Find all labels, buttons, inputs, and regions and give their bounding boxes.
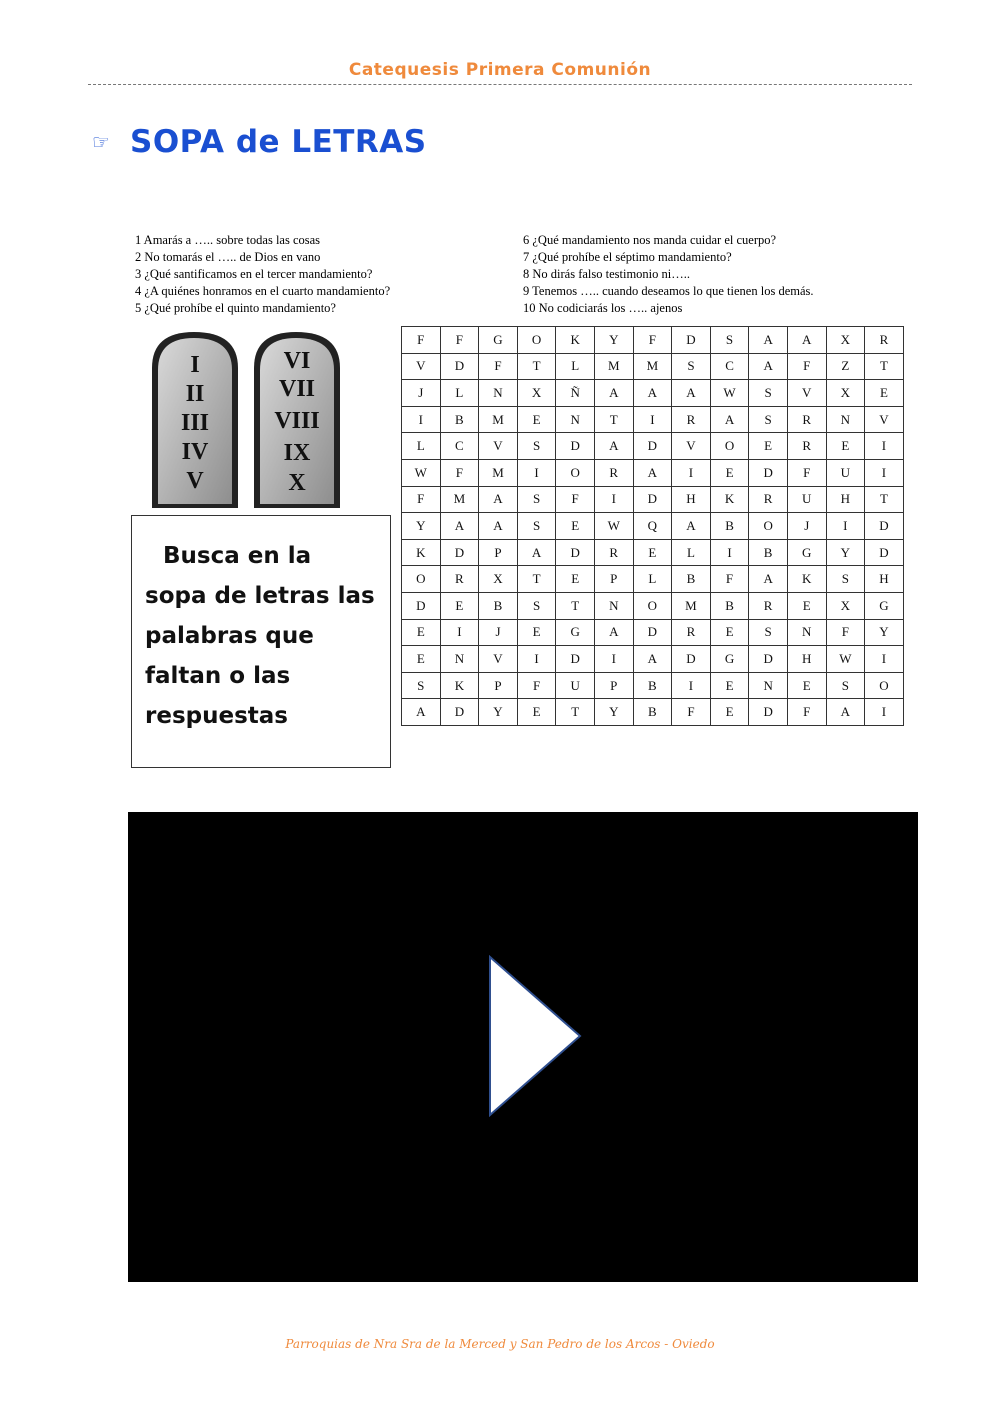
grid-cell[interactable]: D [402,592,441,619]
question-item: 9 Tenemos ….. cuando deseamos lo que tienen los demás. [523,284,814,298]
grid-row [402,327,904,354]
grid-cell[interactable]: B [633,699,672,726]
questions-left [135,232,390,317]
grid-cell[interactable]: E [710,672,749,699]
question-item: 4 ¿A quiénes honramos en el cuarto mandamiento? [135,284,391,298]
grid-cell[interactable]: A [672,380,711,407]
grid-cell[interactable]: V [865,406,904,433]
grid-cell[interactable]: D [749,459,788,486]
grid-cell[interactable]: F [633,327,672,354]
grid-row [402,619,904,646]
grid-cell[interactable]: M [594,353,633,380]
pointing-hand-icon: ☞ [92,130,110,154]
grid-row [402,406,904,433]
grid-cell[interactable]: A [402,699,441,726]
grid-cell[interactable]: N [826,406,865,433]
grid-cell[interactable]: T [865,353,904,380]
grid-cell[interactable]: E [710,699,749,726]
grid-cell[interactable]: Y [865,619,904,646]
grid-cell[interactable]: K [556,327,595,354]
grid-cell[interactable]: L [402,433,441,460]
instruction-text: Busca en la sopa de letras las palabras que faltan o las respuestas [145,543,375,729]
grid-cell[interactable]: X [826,327,865,354]
grid-cell[interactable]: E [440,592,479,619]
grid-cell[interactable]: A [517,539,556,566]
grid-cell[interactable]: A [594,380,633,407]
grid-cell[interactable]: B [479,592,518,619]
grid-cell[interactable]: A [749,566,788,593]
grid-cell[interactable]: D [749,699,788,726]
grid-cell[interactable]: A [826,699,865,726]
section-heading [92,124,427,160]
grid-cell[interactable]: W [402,459,441,486]
grid-cell[interactable]: E [517,699,556,726]
grid-cell[interactable]: O [517,327,556,354]
grid-cell[interactable]: O [865,672,904,699]
grid-cell[interactable]: I [440,619,479,646]
grid-cell[interactable]: F [402,327,441,354]
grid-cell[interactable]: O [633,592,672,619]
grid-cell[interactable]: I [517,646,556,673]
grid-cell[interactable]: L [672,539,711,566]
grid-cell[interactable]: G [710,646,749,673]
grid-cell[interactable]: I [402,406,441,433]
grid-cell[interactable]: E [556,566,595,593]
grid-cell[interactable]: Y [594,327,633,354]
grid-cell[interactable]: R [749,486,788,513]
grid-cell[interactable]: G [556,619,595,646]
grid-cell[interactable]: D [556,433,595,460]
grid-cell[interactable]: Y [826,539,865,566]
grid-cell[interactable]: E [633,539,672,566]
grid-cell[interactable]: B [710,513,749,540]
grid-row [402,566,904,593]
tablet-numeral: II [185,381,205,407]
grid-cell[interactable]: E [517,619,556,646]
commandment-tablets-icon [146,328,352,512]
grid-cell[interactable]: I [710,539,749,566]
grid-cell[interactable]: C [710,353,749,380]
tablet-numeral: I [190,352,200,378]
grid-cell[interactable]: U [556,672,595,699]
grid-cell[interactable]: D [633,433,672,460]
grid-cell[interactable]: H [787,646,826,673]
grid-cell[interactable]: J [787,513,826,540]
grid-cell[interactable]: B [440,406,479,433]
question-item: 6 ¿Qué mandamiento nos manda cuidar el cuerpo? [523,233,777,247]
grid-cell[interactable]: A [633,646,672,673]
grid-row [402,433,904,460]
grid-cell[interactable]: N [440,646,479,673]
grid-cell[interactable]: E [402,646,441,673]
tablet-numeral: VI [283,348,311,374]
grid-cell[interactable]: A [594,433,633,460]
grid-row [402,353,904,380]
grid-cell[interactable]: I [594,646,633,673]
grid-cell[interactable]: S [517,592,556,619]
grid-cell[interactable]: I [594,486,633,513]
grid-cell[interactable]: D [865,539,904,566]
grid-cell[interactable]: J [402,380,441,407]
grid-cell[interactable]: A [594,619,633,646]
tablet-numeral: VIII [274,408,320,434]
grid-cell[interactable]: U [787,486,826,513]
grid-row [402,592,904,619]
grid-cell[interactable]: S [749,380,788,407]
play-icon[interactable] [488,955,584,1117]
grid-cell[interactable]: T [517,353,556,380]
grid-cell[interactable]: P [479,672,518,699]
grid-cell[interactable]: I [865,459,904,486]
grid-cell[interactable]: O [749,513,788,540]
tablet-numeral: VII [278,376,316,402]
grid-cell[interactable]: F [787,353,826,380]
grid-cell[interactable]: S [672,353,711,380]
grid-row [402,486,904,513]
grid-row [402,699,904,726]
grid-cell[interactable]: Q [633,513,672,540]
grid-cell[interactable]: D [440,539,479,566]
grid-cell[interactable]: Y [479,699,518,726]
grid-cell[interactable]: N [556,406,595,433]
grid-cell[interactable]: W [710,380,749,407]
grid-row [402,539,904,566]
grid-cell[interactable]: S [517,433,556,460]
grid-cell[interactable]: J [479,619,518,646]
grid-cell[interactable]: E [787,672,826,699]
grid-cell[interactable]: X [517,380,556,407]
grid-cell[interactable]: D [672,646,711,673]
grid-cell[interactable]: D [440,353,479,380]
grid-cell[interactable]: F [787,699,826,726]
grid-cell[interactable]: T [517,566,556,593]
grid-cell[interactable]: R [749,592,788,619]
grid-cell[interactable]: R [787,433,826,460]
grid-cell[interactable]: A [787,327,826,354]
grid-cell[interactable]: M [633,353,672,380]
grid-cell[interactable]: D [440,699,479,726]
grid-cell[interactable]: F [440,327,479,354]
grid-cell[interactable]: W [594,513,633,540]
grid-cell[interactable]: M [479,406,518,433]
grid-cell[interactable]: D [865,513,904,540]
grid-cell[interactable]: I [672,459,711,486]
grid-cell[interactable]: F [826,619,865,646]
grid-cell[interactable]: R [672,406,711,433]
grid-cell[interactable]: V [479,646,518,673]
tablet-numeral: III [180,410,210,436]
grid-row [402,459,904,486]
grid-cell[interactable]: F [440,459,479,486]
grid-cell[interactable]: S [749,406,788,433]
section-title: SOPA de LETRAS [130,124,427,160]
grid-cell[interactable]: A [633,380,672,407]
grid-cell[interactable]: E [826,433,865,460]
grid-cell[interactable]: R [594,459,633,486]
grid-cell[interactable]: F [710,566,749,593]
grid-cell[interactable]: N [787,619,826,646]
grid-cell[interactable]: M [479,459,518,486]
grid-row [402,646,904,673]
grid-cell[interactable]: S [710,327,749,354]
grid-cell[interactable]: L [556,353,595,380]
grid-cell[interactable]: K [710,486,749,513]
grid-cell[interactable]: F [672,699,711,726]
question-item: 1 Amarás a ….. sobre todas las cosas [135,233,321,247]
grid-cell[interactable]: S [826,566,865,593]
grid-cell[interactable]: D [556,539,595,566]
word-search-grid [401,326,904,726]
grid-cell[interactable]: E [710,459,749,486]
grid-cell[interactable]: F [517,672,556,699]
grid-cell[interactable]: B [749,539,788,566]
grid-cell[interactable]: D [672,327,711,354]
grid-cell[interactable]: H [672,486,711,513]
tablet-numeral: IX [283,440,311,466]
grid-cell[interactable]: I [672,672,711,699]
grid-cell[interactable]: S [402,672,441,699]
grid-cell[interactable]: W [826,646,865,673]
grid-cell[interactable]: E [865,380,904,407]
grid-cell[interactable]: H [865,566,904,593]
grid-cell[interactable]: B [633,672,672,699]
grid-cell[interactable]: V [479,433,518,460]
grid-cell[interactable]: P [594,566,633,593]
grid-cell[interactable]: R [787,406,826,433]
grid-cell[interactable]: T [594,406,633,433]
grid-cell[interactable]: R [440,566,479,593]
grid-cell[interactable]: L [633,566,672,593]
grid-cell[interactable]: S [749,619,788,646]
grid-cell[interactable]: A [672,513,711,540]
grid-cell[interactable]: G [787,539,826,566]
grid-cell[interactable]: T [556,592,595,619]
grid-cell[interactable]: O [402,566,441,593]
grid-cell[interactable]: D [749,646,788,673]
grid-cell[interactable]: A [479,486,518,513]
grid-cell[interactable]: I [826,513,865,540]
page-header-title: Catequesis Primera Comunión [348,60,652,80]
grid-cell[interactable]: K [440,672,479,699]
grid-cell[interactable]: V [402,353,441,380]
grid-cell[interactable]: S [517,486,556,513]
question-item: 5 ¿Qué prohíbe el quinto mandamiento? [135,301,336,315]
grid-cell[interactable]: I [865,646,904,673]
grid-cell[interactable]: Ñ [556,380,595,407]
grid-cell[interactable]: E [787,592,826,619]
grid-cell[interactable]: N [749,672,788,699]
grid-cell[interactable]: O [556,459,595,486]
grid-cell[interactable]: A [633,459,672,486]
grid-cell[interactable]: D [633,486,672,513]
grid-cell[interactable]: M [672,592,711,619]
grid-cell[interactable]: R [594,539,633,566]
grid-cell[interactable]: I [865,433,904,460]
grid-cell[interactable]: E [402,619,441,646]
grid-cell[interactable]: I [865,699,904,726]
tablet-numeral: V [186,468,204,494]
grid-cell[interactable]: X [479,566,518,593]
instruction-box [131,515,391,768]
grid-cell[interactable]: N [479,380,518,407]
questions-right [523,232,814,317]
grid-cell[interactable]: O [710,433,749,460]
grid-cell[interactable]: F [556,486,595,513]
grid-cell[interactable]: F [402,486,441,513]
grid-row [402,672,904,699]
grid-cell[interactable]: P [594,672,633,699]
question-item: 10 No codiciarás los ….. ajenos [523,301,683,315]
tablet-numeral: IV [181,439,209,465]
grid-cell[interactable]: N [594,592,633,619]
grid-cell[interactable]: D [633,619,672,646]
page-footer: Parroquias de Nra Sra de la Merced y San Pedro de los Arcos - Oviedo [285,1337,715,1351]
grid-cell[interactable]: E [749,433,788,460]
grid-cell[interactable]: V [787,380,826,407]
grid-cell[interactable]: K [787,566,826,593]
question-item: 3 ¿Qué santificamos en el tercer mandamiento? [135,267,373,281]
grid-cell[interactable]: S [517,513,556,540]
grid-cell[interactable]: U [826,459,865,486]
grid-cell[interactable]: G [479,327,518,354]
grid-cell[interactable]: X [826,592,865,619]
grid-cell[interactable]: K [402,539,441,566]
grid-cell[interactable]: Z [826,353,865,380]
grid-cell[interactable]: I [517,459,556,486]
grid-cell[interactable]: H [826,486,865,513]
tablet-numeral: X [288,470,306,496]
grid-cell[interactable]: R [672,619,711,646]
question-item: 8 No dirás falso testimonio ni….. [523,267,690,281]
grid-cell[interactable]: X [826,380,865,407]
grid-cell[interactable]: T [865,486,904,513]
grid-cell[interactable]: F [787,459,826,486]
grid-cell[interactable]: B [672,566,711,593]
grid-cell[interactable]: Y [402,513,441,540]
grid-cell[interactable]: L [440,380,479,407]
grid-cell[interactable]: S [826,672,865,699]
grid-cell[interactable]: E [517,406,556,433]
grid-cell[interactable]: F [479,353,518,380]
grid-cell[interactable]: B [710,592,749,619]
grid-cell[interactable]: A [749,353,788,380]
grid-cell[interactable]: P [479,539,518,566]
header-divider [88,84,912,85]
grid-cell[interactable]: A [440,513,479,540]
grid-cell[interactable]: G [865,592,904,619]
grid-cell[interactable]: V [672,433,711,460]
grid-cell[interactable]: A [479,513,518,540]
grid-cell[interactable]: E [556,513,595,540]
grid-row [402,513,904,540]
grid-cell[interactable]: T [556,699,595,726]
grid-cell[interactable]: M [440,486,479,513]
grid-cell[interactable]: I [633,406,672,433]
grid-cell[interactable]: Y [594,699,633,726]
grid-cell[interactable]: C [440,433,479,460]
grid-cell[interactable]: D [556,646,595,673]
video-player[interactable] [128,812,918,1282]
question-item: 7 ¿Qué prohíbe el séptimo mandamiento? [523,250,732,264]
grid-cell[interactable]: R [865,327,904,354]
question-item: 2 No tomarás el ….. de Dios en vano [135,250,321,264]
grid-cell[interactable]: A [710,406,749,433]
grid-cell[interactable]: E [710,619,749,646]
grid-cell[interactable]: A [749,327,788,354]
grid-row [402,380,904,407]
